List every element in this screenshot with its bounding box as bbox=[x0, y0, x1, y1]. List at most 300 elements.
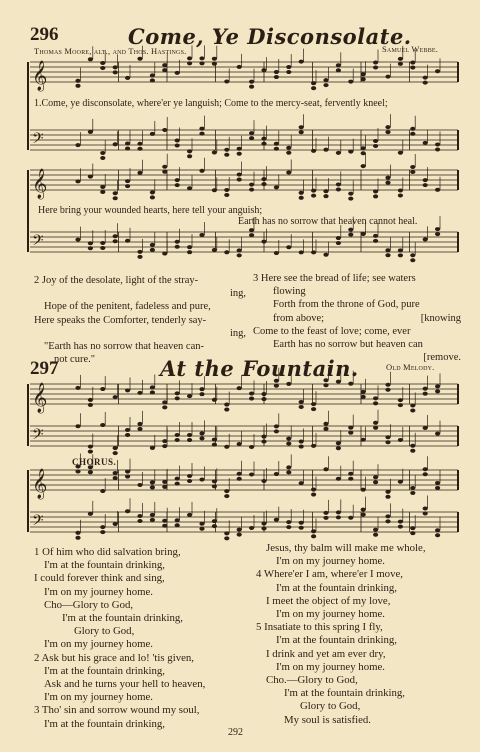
note-head bbox=[385, 176, 390, 180]
verse-block bbox=[34, 274, 246, 366]
note-head bbox=[286, 437, 291, 441]
note-head bbox=[261, 526, 266, 530]
note-head bbox=[187, 479, 192, 483]
verse-line: I'm on my journey home. bbox=[276, 608, 385, 621]
note-head bbox=[162, 439, 167, 443]
note-head bbox=[261, 479, 266, 483]
verse-line: My soul is satisfied. bbox=[284, 713, 371, 726]
note-head bbox=[150, 243, 155, 247]
note-head bbox=[336, 68, 341, 72]
note-head bbox=[311, 534, 316, 538]
note-head bbox=[435, 142, 440, 146]
note-head bbox=[212, 484, 217, 488]
note-head bbox=[398, 248, 403, 252]
note-head bbox=[75, 79, 80, 83]
note-head bbox=[410, 170, 415, 174]
note-head bbox=[385, 490, 390, 494]
note-head bbox=[175, 71, 180, 75]
note-head bbox=[237, 147, 242, 151]
note-head bbox=[373, 533, 378, 537]
note-head bbox=[410, 531, 415, 535]
note-head bbox=[336, 187, 341, 191]
note-head bbox=[274, 429, 279, 433]
note-head bbox=[385, 519, 390, 523]
note-head bbox=[212, 398, 217, 402]
note-head bbox=[361, 72, 366, 76]
note-head bbox=[212, 479, 217, 483]
note-head bbox=[137, 519, 142, 523]
note-head bbox=[224, 408, 229, 412]
note-head bbox=[137, 147, 142, 151]
note-head bbox=[175, 143, 180, 147]
note-head bbox=[75, 531, 80, 535]
note-head bbox=[88, 470, 93, 474]
note-head bbox=[199, 132, 204, 136]
note-head bbox=[398, 438, 403, 442]
verse-block bbox=[253, 272, 461, 364]
note-head bbox=[100, 489, 105, 493]
note-head bbox=[435, 188, 440, 192]
note-head bbox=[286, 65, 291, 69]
note-head bbox=[199, 436, 204, 440]
verse-line: 5 Insatiate to this spring I fly, bbox=[256, 621, 383, 634]
note-head bbox=[286, 70, 291, 74]
note-head bbox=[336, 446, 341, 450]
verse-line: I'm on my journey home. bbox=[276, 660, 385, 673]
note-head bbox=[373, 234, 378, 238]
verse-line: I'm at the fountain drinking, bbox=[276, 581, 397, 594]
note-head bbox=[199, 56, 204, 60]
verse-line: ing, bbox=[229, 288, 246, 300]
note-head bbox=[100, 525, 105, 529]
note-head bbox=[249, 183, 254, 187]
note-head bbox=[100, 66, 105, 70]
note-head bbox=[113, 395, 118, 399]
note-head bbox=[323, 194, 328, 198]
note-head bbox=[137, 57, 142, 61]
verse-line: 4 Where'er I am, where'er I move, bbox=[256, 568, 403, 581]
hymn-number: 296 bbox=[30, 24, 59, 45]
note-head bbox=[286, 465, 291, 469]
note-head bbox=[150, 385, 155, 389]
note-head bbox=[113, 522, 118, 526]
note-head bbox=[100, 530, 105, 534]
note-head bbox=[175, 178, 180, 182]
note-head bbox=[311, 493, 316, 497]
note-head bbox=[311, 194, 316, 198]
note-head bbox=[286, 442, 291, 446]
note-head bbox=[261, 521, 266, 525]
note-head bbox=[162, 165, 167, 169]
note-head bbox=[237, 442, 242, 446]
note-head bbox=[237, 477, 242, 481]
note-head bbox=[398, 194, 403, 198]
note-head bbox=[348, 382, 353, 386]
note-head bbox=[261, 177, 266, 181]
note-head bbox=[237, 173, 242, 177]
verse-block bbox=[256, 542, 466, 727]
note-head bbox=[385, 248, 390, 252]
note-head bbox=[187, 149, 192, 153]
verse-line: [knowing bbox=[420, 312, 461, 324]
note-head bbox=[323, 148, 328, 152]
note-head bbox=[212, 443, 217, 447]
note-head bbox=[100, 241, 105, 245]
note-head bbox=[175, 482, 180, 486]
note-head bbox=[224, 153, 229, 157]
treble-clef-icon: 𝄞 bbox=[32, 383, 48, 413]
verse-line: 3 Here see the bread of life; see waters bbox=[253, 273, 416, 284]
note-head bbox=[75, 84, 80, 88]
bass-clef-icon: 𝄢 bbox=[32, 232, 44, 253]
note-head bbox=[261, 392, 266, 396]
verse-line: I could forever think and sing, bbox=[34, 572, 165, 585]
note-head bbox=[311, 250, 316, 254]
note-head bbox=[311, 81, 316, 85]
note-head bbox=[237, 178, 242, 182]
note-head bbox=[348, 150, 353, 154]
verse-block bbox=[34, 546, 248, 731]
note-head bbox=[175, 438, 180, 442]
note-head bbox=[348, 472, 353, 476]
note-head bbox=[100, 190, 105, 194]
note-head bbox=[162, 68, 167, 72]
note-head bbox=[435, 481, 440, 485]
note-head bbox=[224, 193, 229, 197]
note-head bbox=[361, 390, 366, 394]
note-head bbox=[385, 440, 390, 444]
note-head bbox=[125, 142, 130, 146]
hymn-title: Come, Ye Disconsolate. bbox=[128, 24, 412, 49]
note-head bbox=[212, 188, 217, 192]
note-head bbox=[361, 232, 366, 236]
verse-line: Here speaks the Comforter, tenderly say- bbox=[34, 314, 207, 326]
note-head bbox=[274, 185, 279, 189]
note-head bbox=[199, 527, 204, 531]
verse-line: 2 Joy of the desolate, light of the stray- bbox=[34, 275, 199, 286]
note-head bbox=[435, 69, 440, 73]
note-head bbox=[137, 483, 142, 487]
note-head bbox=[410, 253, 415, 257]
note-head bbox=[75, 238, 80, 242]
note-head bbox=[361, 151, 366, 155]
note-head bbox=[249, 526, 254, 530]
note-head bbox=[423, 467, 428, 471]
note-head bbox=[311, 149, 316, 153]
note-head bbox=[175, 477, 180, 481]
note-head bbox=[423, 392, 428, 396]
note-head bbox=[348, 477, 353, 481]
note-head bbox=[88, 512, 93, 516]
verse-line: 2 Ask but his grace and lo! 'tis given, bbox=[34, 651, 194, 664]
note-head bbox=[336, 510, 341, 514]
verse-line: [remove. bbox=[423, 352, 461, 364]
note-head bbox=[137, 422, 142, 426]
note-head bbox=[286, 470, 291, 474]
note-head bbox=[199, 233, 204, 237]
note-head bbox=[423, 387, 428, 391]
note-head bbox=[162, 128, 167, 132]
note-head bbox=[361, 77, 366, 81]
note-head bbox=[162, 400, 167, 404]
note-head bbox=[75, 470, 80, 474]
note-head bbox=[274, 75, 279, 79]
note-head bbox=[423, 183, 428, 187]
verse-line: I'm on my journey home. bbox=[44, 585, 153, 598]
note-head bbox=[286, 146, 291, 150]
verse-line: "Earth has no sorrow that heaven can- bbox=[44, 341, 204, 353]
note-head bbox=[336, 477, 341, 481]
note-head bbox=[249, 131, 254, 135]
note-head bbox=[199, 387, 204, 391]
note-head bbox=[373, 66, 378, 70]
verse-line: from above; bbox=[273, 312, 325, 324]
note-head bbox=[299, 400, 304, 404]
note-head bbox=[299, 405, 304, 409]
note-head bbox=[435, 432, 440, 436]
note-head bbox=[237, 253, 242, 257]
lyric-line: Earth has no sorrow that heaven cannot heal. bbox=[238, 216, 418, 227]
note-head bbox=[237, 472, 242, 476]
note-head bbox=[175, 391, 180, 395]
note-head bbox=[336, 241, 341, 245]
note-head bbox=[100, 185, 105, 189]
note-head bbox=[274, 518, 279, 522]
note-head bbox=[299, 130, 304, 134]
note-head bbox=[435, 384, 440, 388]
note-head bbox=[423, 178, 428, 182]
lyric-line: 1.Come, ye disconsolate, where'er ye languish; Come to the mercy-seat, fervently kneel; bbox=[34, 98, 388, 109]
verse-line: I'm on my journey home. bbox=[44, 638, 153, 651]
note-head bbox=[361, 395, 366, 399]
note-head bbox=[348, 516, 353, 520]
note-head bbox=[373, 239, 378, 243]
note-head bbox=[261, 142, 266, 146]
note-head bbox=[311, 444, 316, 448]
note-head bbox=[423, 472, 428, 476]
note-head bbox=[249, 445, 254, 449]
note-head bbox=[88, 241, 93, 245]
note-head bbox=[175, 396, 180, 400]
note-head bbox=[385, 514, 390, 518]
note-head bbox=[175, 518, 180, 522]
note-head bbox=[385, 75, 390, 79]
note-head bbox=[162, 524, 167, 528]
note-head bbox=[88, 450, 93, 454]
note-head bbox=[348, 192, 353, 196]
note-head bbox=[311, 189, 316, 193]
note-head bbox=[323, 253, 328, 257]
note-head bbox=[410, 444, 415, 448]
note-head bbox=[373, 480, 378, 484]
note-head bbox=[199, 431, 204, 435]
note-head bbox=[311, 529, 316, 533]
note-head bbox=[373, 475, 378, 479]
note-head bbox=[398, 151, 403, 155]
note-head bbox=[199, 522, 204, 526]
note-head bbox=[299, 440, 304, 444]
note-head bbox=[75, 536, 80, 540]
note-head bbox=[249, 85, 254, 89]
note-head bbox=[261, 182, 266, 186]
note-head bbox=[224, 79, 229, 83]
note-head bbox=[249, 392, 254, 396]
note-head bbox=[274, 472, 279, 476]
note-head bbox=[311, 488, 316, 492]
note-head bbox=[261, 240, 266, 244]
verse-line: Cho.—Glory to God, bbox=[266, 674, 358, 687]
note-head bbox=[224, 489, 229, 493]
note-head bbox=[150, 132, 155, 136]
treble-clef-icon: 𝄞 bbox=[32, 169, 48, 199]
note-head bbox=[299, 521, 304, 525]
note-head bbox=[435, 227, 440, 231]
note-head bbox=[113, 65, 118, 69]
verse-line: Glory to God, bbox=[300, 700, 361, 713]
verse-line: I'm at the fountain drinking, bbox=[44, 717, 165, 730]
note-head bbox=[199, 478, 204, 482]
note-head bbox=[410, 491, 415, 495]
note-head bbox=[150, 480, 155, 484]
verse-line: 3 Tho' sin and sorrow wound my soul, bbox=[34, 704, 200, 717]
note-head bbox=[150, 485, 155, 489]
note-head bbox=[274, 424, 279, 428]
note-head bbox=[150, 390, 155, 394]
note-head bbox=[162, 170, 167, 174]
note-head bbox=[348, 197, 353, 201]
note-head bbox=[224, 148, 229, 152]
note-head bbox=[88, 246, 93, 250]
note-head bbox=[150, 446, 155, 450]
note-head bbox=[299, 125, 304, 129]
note-head bbox=[125, 76, 130, 80]
note-head bbox=[410, 403, 415, 407]
note-head bbox=[323, 189, 328, 193]
note-head bbox=[361, 438, 366, 442]
note-head bbox=[249, 233, 254, 237]
note-head bbox=[261, 440, 266, 444]
note-head bbox=[423, 141, 428, 145]
note-head bbox=[348, 228, 353, 232]
note-head bbox=[323, 83, 328, 87]
verse-line: I'm at the fountain drinking, bbox=[44, 664, 165, 677]
note-head bbox=[261, 397, 266, 401]
note-head bbox=[410, 132, 415, 136]
note-head bbox=[224, 536, 229, 540]
verse-line: flowing bbox=[273, 286, 306, 298]
note-head bbox=[137, 427, 142, 431]
note-head bbox=[237, 533, 242, 537]
note-head bbox=[199, 169, 204, 173]
verse-line: 1 Of him who did salvation bring, bbox=[34, 546, 181, 558]
note-head bbox=[373, 189, 378, 193]
note-head bbox=[212, 248, 217, 252]
note-head bbox=[286, 245, 291, 249]
note-head bbox=[373, 144, 378, 148]
verse-line: ing, bbox=[229, 327, 246, 339]
note-head bbox=[274, 384, 279, 388]
verse-line: Earth has no sorrow but heaven can bbox=[273, 339, 423, 351]
note-head bbox=[237, 152, 242, 156]
note-head bbox=[249, 472, 254, 476]
note-head bbox=[361, 146, 366, 150]
note-head bbox=[323, 422, 328, 426]
note-head bbox=[187, 438, 192, 442]
note-head bbox=[423, 426, 428, 430]
note-head bbox=[224, 188, 229, 192]
note-head bbox=[323, 427, 328, 431]
note-head bbox=[125, 509, 130, 513]
note-head bbox=[423, 511, 428, 515]
note-head bbox=[373, 421, 378, 425]
note-head bbox=[410, 449, 415, 453]
note-head bbox=[150, 190, 155, 194]
note-head bbox=[137, 171, 142, 175]
note-head bbox=[100, 61, 105, 65]
note-head bbox=[336, 182, 341, 186]
note-head bbox=[398, 525, 403, 529]
note-head bbox=[100, 246, 105, 250]
note-head bbox=[187, 154, 192, 158]
note-head bbox=[150, 513, 155, 517]
note-head bbox=[435, 486, 440, 490]
note-head bbox=[75, 179, 80, 183]
note-head bbox=[75, 424, 80, 428]
note-head bbox=[410, 165, 415, 169]
note-head bbox=[311, 86, 316, 90]
verse-line: Forth from the throne of God, pure bbox=[273, 299, 420, 311]
note-head bbox=[150, 73, 155, 77]
note-head bbox=[137, 514, 142, 518]
note-head bbox=[88, 175, 93, 179]
note-head bbox=[423, 506, 428, 510]
note-head bbox=[125, 179, 130, 183]
note-head bbox=[398, 62, 403, 66]
note-head bbox=[199, 392, 204, 396]
verse-line: I'm on my journey home. bbox=[44, 691, 153, 704]
note-head bbox=[150, 195, 155, 199]
note-head bbox=[125, 433, 130, 437]
note-head bbox=[398, 57, 403, 61]
note-head bbox=[187, 433, 192, 437]
note-head bbox=[385, 253, 390, 257]
note-head bbox=[162, 485, 167, 489]
hymn-title: At the Fountain. bbox=[160, 356, 359, 381]
note-head bbox=[162, 252, 167, 256]
note-head bbox=[435, 389, 440, 393]
note-head bbox=[299, 60, 304, 64]
bass-clef-icon: 𝄢 bbox=[32, 426, 44, 447]
note-head bbox=[212, 150, 217, 154]
note-head bbox=[113, 451, 118, 455]
note-head bbox=[224, 403, 229, 407]
note-head bbox=[348, 426, 353, 430]
note-head bbox=[162, 405, 167, 409]
note-head bbox=[348, 431, 353, 435]
note-head bbox=[336, 515, 341, 519]
note-head bbox=[212, 524, 217, 528]
note-head bbox=[75, 386, 80, 390]
note-head bbox=[137, 250, 142, 254]
note-head bbox=[125, 428, 130, 432]
note-head bbox=[100, 151, 105, 155]
note-head bbox=[385, 383, 390, 387]
note-head bbox=[385, 125, 390, 129]
note-head bbox=[435, 528, 440, 532]
note-head bbox=[398, 480, 403, 484]
note-head bbox=[150, 78, 155, 82]
note-head bbox=[125, 475, 130, 479]
